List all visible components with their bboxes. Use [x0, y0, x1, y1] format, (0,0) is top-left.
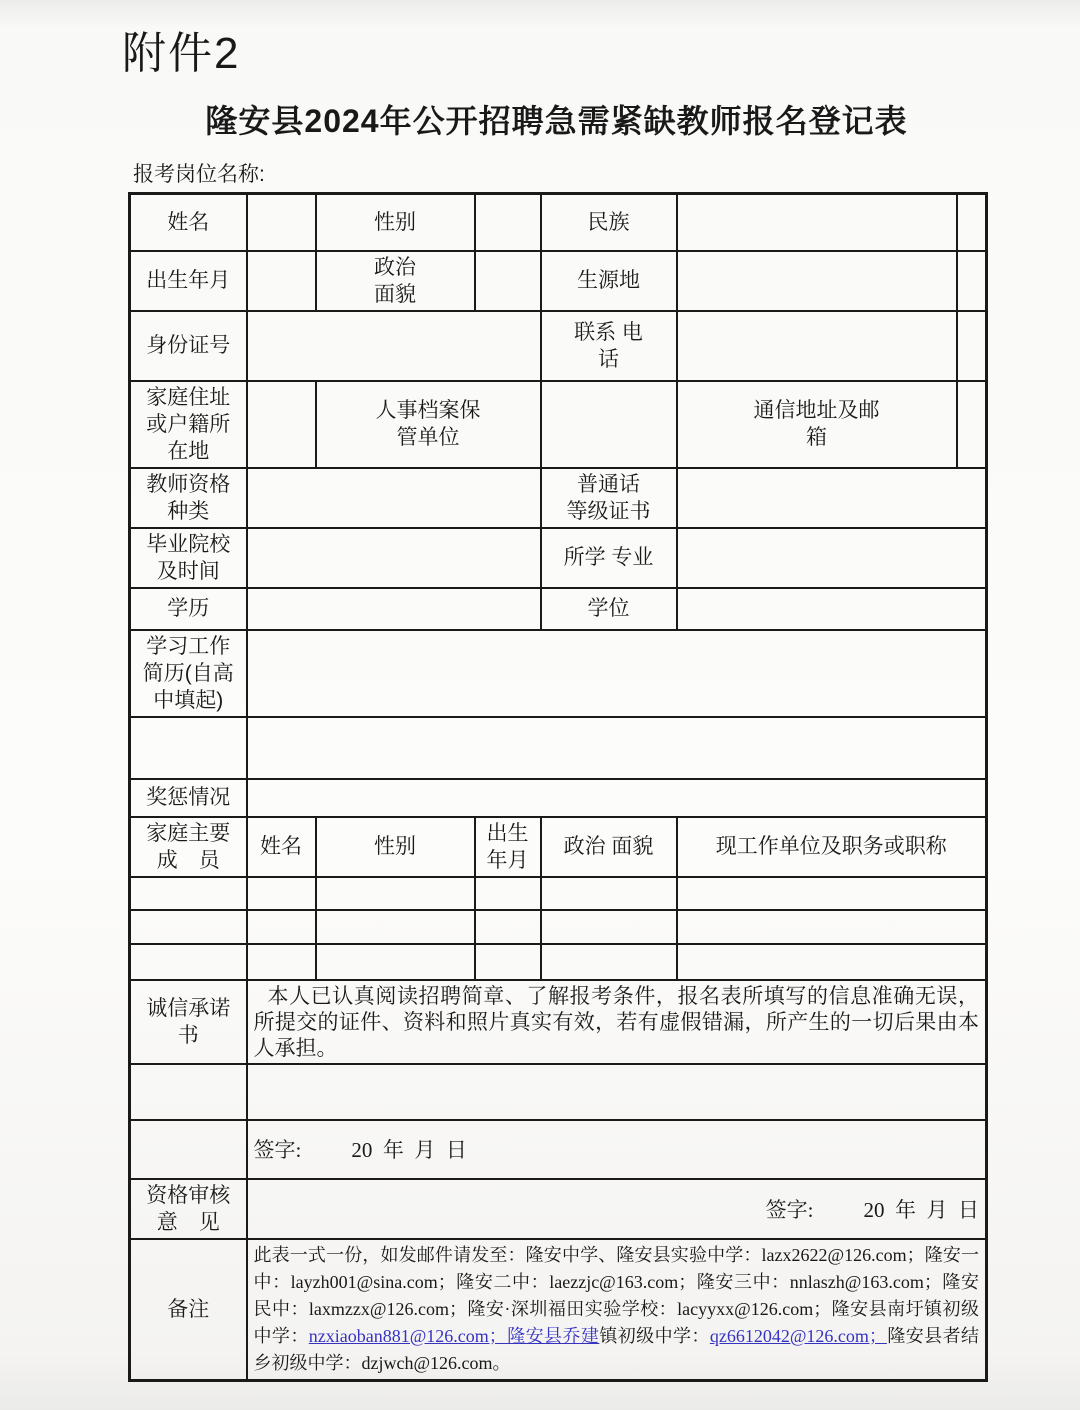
signature-label: 签字:: [253, 1138, 302, 1162]
family-col-name: 姓名: [247, 817, 316, 877]
value-resume: [247, 630, 987, 717]
family-cell: [130, 944, 247, 980]
remarks-part2: 镇初级中学：: [599, 1325, 710, 1346]
row-birth: [130, 251, 987, 311]
family-cell: [541, 910, 677, 944]
family-cell: [247, 877, 316, 910]
family-cell: [316, 944, 475, 980]
family-cell: [130, 877, 247, 910]
value-major: [677, 528, 987, 588]
narrow-spare-cell: [957, 251, 987, 311]
narrow-spare-cell: [957, 194, 987, 251]
row-education: [130, 588, 987, 630]
value-resume-extra: [247, 717, 987, 779]
family-cell: [475, 944, 541, 980]
row-resume-extra: [130, 717, 987, 779]
label-pledge: 诚信承诺 书: [130, 980, 247, 1064]
row-remarks: [130, 1239, 987, 1381]
email-link-qz6612042[interactable]: qz6612042@126.com；: [709, 1325, 887, 1346]
label-school: 毕业院校 及时间: [130, 528, 247, 588]
label-mail: 通信地址及邮 箱: [677, 381, 957, 468]
narrow-spare-cell: [957, 311, 987, 381]
family-cell: [316, 877, 475, 910]
family-row: [130, 910, 987, 944]
label-family-section: 家庭主要 成 员: [130, 817, 247, 877]
family-cell: [677, 944, 987, 980]
row-teacher-cert: [130, 468, 987, 528]
remarks-part1: 此表一式一份，如发邮件请发至：隆安中学、隆安县实验中学：lazx2622@126.com；隆安一中：layzh001@sina.com；隆安二中：laezzjc@163.com；隆安三中：nnlaszh@163.com；隆安民中：laxmzzx@126.com；隆安·深圳福田实验学校：lacyyxx@126.com；隆安县南圩镇初级中学：: [253, 1244, 979, 1346]
value-archive-unit: [541, 381, 677, 468]
value-mandarin-cert: [677, 468, 987, 528]
family-cell: [541, 944, 677, 980]
family-cell: [677, 877, 987, 910]
family-cell: [316, 910, 475, 944]
label-blank: [130, 1064, 247, 1120]
signature-date: 20 年 月 日: [351, 1138, 467, 1162]
pledge-text: 本人已认真阅读招聘简章、了解报考条件，报名表所填写的信息准确无误，所提交的证件、资料和照片真实有效，若有虚假错漏，所产生的一切后果由本人承担。: [247, 980, 987, 1064]
row-rewards: [130, 779, 987, 817]
blank-cell: [247, 1064, 987, 1120]
row-blank: [130, 1064, 987, 1120]
label-gender: 性别: [316, 194, 475, 251]
label-remarks: 备注: [130, 1239, 247, 1381]
form-content: [128, 102, 985, 1382]
row-school: [130, 528, 987, 588]
label-origin: 生源地: [541, 251, 677, 311]
value-address: [247, 381, 316, 468]
registration-table: [128, 192, 988, 1382]
family-col-workplace: 现工作单位及职务或职称: [677, 817, 987, 877]
label-ethnicity: 民族: [541, 194, 677, 251]
value-birth: [247, 251, 316, 311]
position-name-label: 报考岗位名称:: [133, 163, 265, 186]
label-blank: [130, 717, 247, 779]
signature-label: 签字:: [765, 1197, 814, 1222]
label-archive-unit: 人事档案保 管单位: [316, 381, 541, 468]
family-cell: [541, 877, 677, 910]
family-cell: [475, 910, 541, 944]
row-name: [130, 194, 987, 251]
family-cell: [130, 910, 247, 944]
row-signature: [130, 1120, 987, 1179]
family-col-birth: 出生 年月: [475, 817, 541, 877]
label-review: 资格审核 意 见: [130, 1179, 247, 1239]
value-id-number: [247, 311, 541, 381]
row-address: [130, 381, 987, 468]
family-row: [130, 944, 987, 980]
row-id-number: [130, 311, 987, 381]
label-political: 政治 面貌: [316, 251, 475, 311]
label-birth: 出生年月: [130, 251, 247, 311]
value-school: [247, 528, 541, 588]
family-cell: [247, 910, 316, 944]
value-teacher-cert: [247, 468, 541, 528]
attachment-label: 附件2: [122, 29, 241, 78]
value-political: [475, 251, 541, 311]
label-teacher-cert: 教师资格 种类: [130, 468, 247, 528]
form-title: 隆安县2024年公开招聘急需紧缺教师报名登记表: [205, 103, 908, 139]
label-blank: [130, 1120, 247, 1179]
family-cell: [677, 910, 987, 944]
value-origin: [677, 251, 957, 311]
value-mail: [957, 381, 987, 468]
row-resume: [130, 630, 987, 717]
email-link-nzxiaoban[interactable]: nzxiaoban881@126.com；隆安县乔建: [308, 1325, 600, 1346]
signature-date: 20 年 月 日: [863, 1197, 979, 1222]
value-ethnicity: [677, 194, 957, 251]
label-id-number: 身份证号: [130, 311, 247, 381]
label-education: 学历: [130, 588, 247, 630]
row-pledge: [130, 980, 987, 1064]
remarks-text: [247, 1239, 987, 1381]
value-rewards: [247, 779, 987, 817]
label-address: 家庭住址 或户籍所 在地: [130, 381, 247, 468]
family-col-gender: 性别: [316, 817, 475, 877]
signature-line: [247, 1120, 987, 1179]
remarks-part3: 隆安县者结乡初级中学：dzjwch@126.com。: [253, 1325, 980, 1373]
row-review: [130, 1179, 987, 1239]
label-rewards: 奖惩情况: [130, 779, 247, 817]
family-col-political: 政治 面貌: [541, 817, 677, 877]
label-degree: 学位: [541, 588, 677, 630]
value-phone: [677, 311, 957, 381]
label-major: 所学 专业: [541, 528, 677, 588]
value-education: [247, 588, 541, 630]
label-mandarin-cert: 普通话 等级证书: [541, 468, 677, 528]
value-name: [247, 194, 316, 251]
value-degree: [677, 588, 987, 630]
family-cell: [475, 877, 541, 910]
label-phone: 联系 电 话: [541, 311, 677, 381]
review-signature-line: [247, 1179, 987, 1239]
value-gender: [475, 194, 541, 251]
family-row: [130, 877, 987, 910]
family-cell: [247, 944, 316, 980]
label-name: 姓名: [130, 194, 247, 251]
row-family-header: [130, 817, 987, 877]
label-resume: 学习工作 简历(自高 中填起): [130, 630, 247, 717]
